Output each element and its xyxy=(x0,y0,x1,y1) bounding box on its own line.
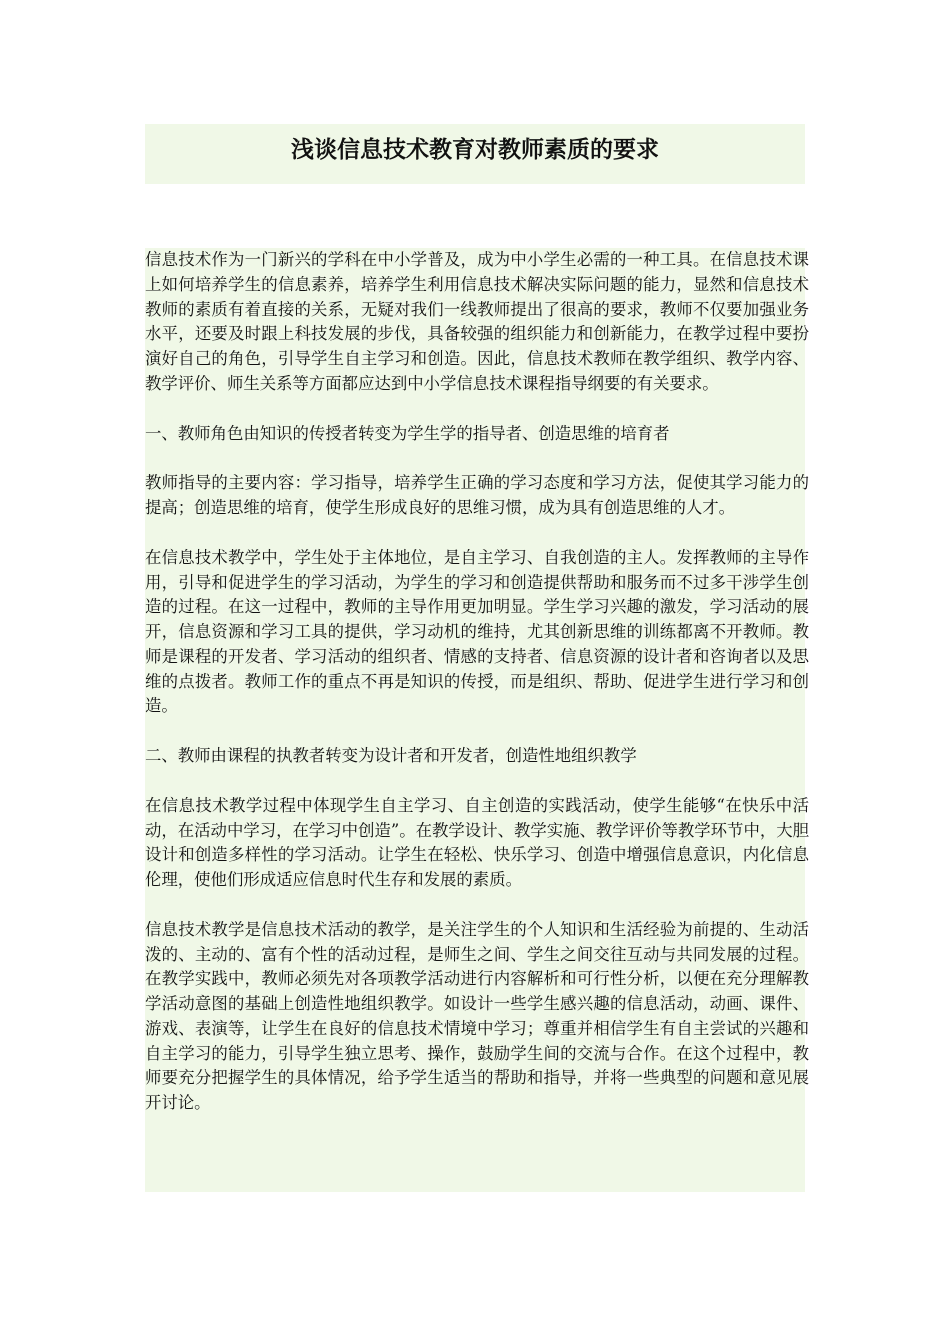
paragraph-activity-teaching: 信息技术教学是信息技术活动的教学，是关注学生的个人知识和生活经验为前提的、生动活泼的、主动的、富有个性的活动过程，是师生之间、学生之间交往互动与共同发展的过程。在教学实践中，教师必须先对各项教学活动进行内容解析和可行性分析，以便在充分理解教学活动意图的基础上创造性地组织教学。如设计一些学生感兴趣的信息活动，动画、课件、游戏、表演等，让学生在良好的信息技术情境中学习；尊重并相信学生有自主尝试的兴趣和自主学习的能力，引导学生独立思考、操作，鼓励学生间的交流与合作。在这个过程中，教师要充分把握学生的具体情况，给予学生适当的帮助和指导，并将一些典型的问题和意见展开讨论。 xyxy=(145,919,809,1112)
paragraph-intro: 信息技术作为一门新兴的学科在中小学普及，成为中小学生必需的一种工具。在信息技术课上如何培养学生的信息素养，培养学生利用信息技术解决实际问题的能力，显然和信息技术教师的素质有着直接的关系，无疑对我们一线教师提出了很高的要求，教师不仅要加强业务水平，还要及时跟上科技发展的步伐，具备较强的组织能力和创新能力，在教学过程中要扮演好自己的角色，引导学生自主学习和创造。因此，信息技术教师在教学组织、教学内容、教学评价、师生关系等方面都应达到中小学信息技术课程指导纲要的有关要求。 xyxy=(145,250,809,393)
section-heading-1: 一、教师角色由知识的传授者转变为学生学的指导者、创造思维的培育者 xyxy=(145,423,670,443)
paragraph-guidance: 教师指导的主要内容：学习指导，培养学生正确的学习态度和学习方法，促使其学习能力的提高；创造思维的培育，使学生形成良好的思维习惯，成为具有创造思维的人才。 xyxy=(145,473,809,517)
paragraph-student-subject: 在信息技术教学中，学生处于主体地位，是自主学习、自我创造的主人。发挥教师的主导作用，引导和促进学生的学习活动，为学生的学习和创造提供帮助和服务而不过多干涉学生创造的过程。在这一过程中，教师的主导作用更加明显。学生学习兴趣的激发，学习活动的展开，信息资源和学习工具的提供，学习动机的维持，尤其创新思维的训练都离不开教师。教师是课程的开发者、学习活动的组织者、情感的支持者、信息资源的设计者和咨询者以及思维的点拨者。教师工作的重点不再是知识的传授，而是组织、帮助、促进学生进行学习和创造。 xyxy=(145,547,809,716)
document-body xyxy=(145,248,809,1141)
section-heading-2: 二、教师由课程的执教者转变为设计者和开发者，创造性地组织教学 xyxy=(145,746,637,765)
document-title: 浅谈信息技术教育对教师素质的要求 xyxy=(291,136,659,163)
paragraph-practice: 在信息技术教学过程中体现学生自主学习、自主创造的实践活动，使学生能够“在快乐中活动，在活动中学习，在学习中创造”。在教学设计、教学实施、教学评价等教学环节中，大胆设计和创造多样性的学习活动。让学生在轻松、快乐学习、创造中增强信息意识，内化信息伦理，使他们形成适应信息时代生存和发展的素质。 xyxy=(145,795,810,889)
